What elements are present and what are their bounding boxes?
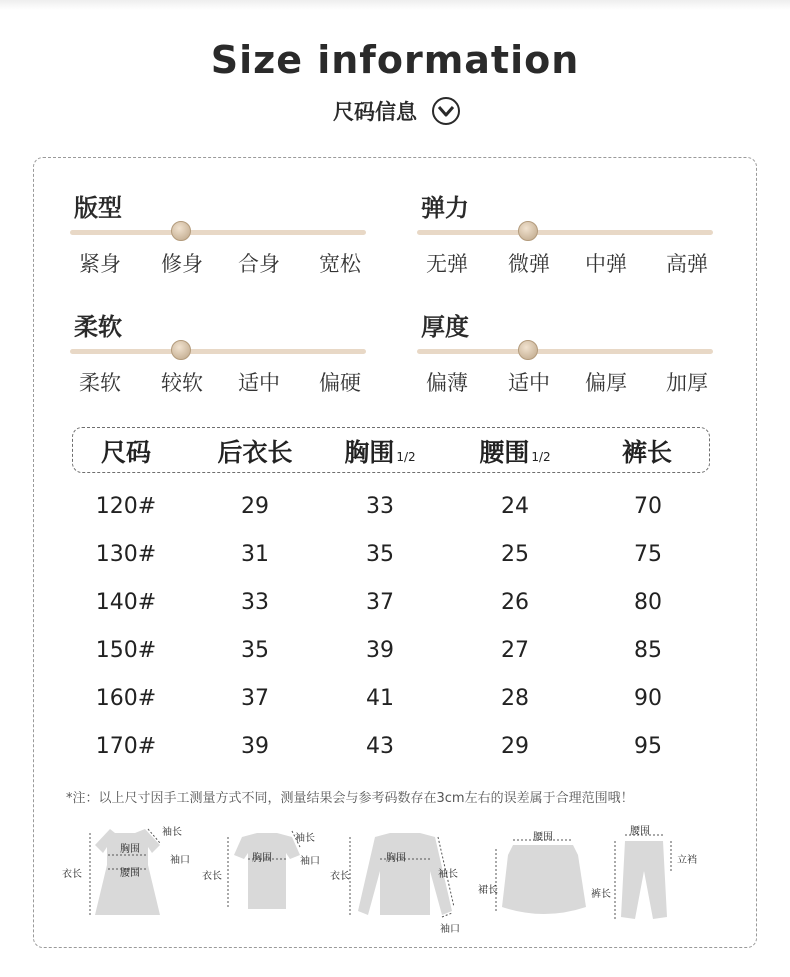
header-label: 后衣长 xyxy=(217,438,293,467)
figure-label: 袖口 xyxy=(300,856,320,867)
attribute-option: 加厚 xyxy=(666,371,708,395)
page-subtitle xyxy=(333,96,461,126)
table-cell: 24 xyxy=(501,494,529,519)
table-cell: 26 xyxy=(501,590,529,615)
attribute-option: 偏厚 xyxy=(585,371,627,395)
table-cell: 140# xyxy=(95,590,157,615)
table-row xyxy=(0,590,790,620)
attribute-knob xyxy=(518,340,538,360)
attribute-option: 紧身 xyxy=(79,252,121,276)
figure-label: 胸围 xyxy=(120,844,140,855)
table-cell: 75 xyxy=(634,542,662,567)
tshirt-figure xyxy=(202,815,332,940)
table-cell: 70 xyxy=(634,494,662,519)
attribute-name: 弹力 xyxy=(421,194,469,222)
table-header-cell xyxy=(200,433,310,469)
table-header-cell xyxy=(465,433,565,469)
figure-label: 立裆 xyxy=(677,855,697,866)
figure-label: 袖口 xyxy=(170,855,190,866)
attribute-track xyxy=(417,230,713,235)
figure-label: 裙长 xyxy=(478,885,498,896)
table-header-cell xyxy=(607,433,687,469)
page-title: Size information xyxy=(210,38,580,82)
table-cell: 90 xyxy=(634,686,662,711)
sweater-figure xyxy=(330,815,480,940)
attribute-option: 修身 xyxy=(161,252,203,276)
figure-label: 袖长 xyxy=(438,869,458,880)
table-cell: 29 xyxy=(241,494,269,519)
table-cell: 33 xyxy=(366,494,394,519)
figure-label: 衣长 xyxy=(202,871,222,882)
attribute-knob xyxy=(171,340,191,360)
table-row xyxy=(0,542,790,572)
figure-label: 胸围 xyxy=(252,853,272,864)
table-cell: 28 xyxy=(501,686,529,711)
table-cell: 25 xyxy=(501,542,529,567)
attribute-name: 厚度 xyxy=(421,313,469,341)
top-shade xyxy=(0,0,790,10)
dress-figure xyxy=(60,815,200,940)
attribute-option: 柔软 xyxy=(79,371,121,395)
attribute-track xyxy=(70,349,366,354)
table-row xyxy=(0,638,790,668)
figure-label: 腰围 xyxy=(120,868,140,879)
header-label: 尺码 xyxy=(100,438,151,467)
table-cell: 35 xyxy=(366,542,394,567)
table-header-cell xyxy=(330,433,430,469)
attribute-option: 偏薄 xyxy=(426,371,468,395)
table-cell: 29 xyxy=(501,734,529,759)
table-header-cell xyxy=(86,433,166,469)
figure-label: 腰围 xyxy=(533,832,553,843)
table-cell: 160# xyxy=(95,686,157,711)
table-row xyxy=(0,494,790,524)
table-cell: 130# xyxy=(95,542,157,567)
header-sub: 1/2 xyxy=(531,450,551,464)
table-cell: 33 xyxy=(241,590,269,615)
pants-icon xyxy=(605,815,715,940)
table-cell: 170# xyxy=(95,734,157,759)
header-label: 胸围 xyxy=(344,438,395,467)
figure-label: 腰围 xyxy=(630,826,650,837)
figure-label: 袖长 xyxy=(162,827,182,838)
attribute-option: 适中 xyxy=(238,371,280,395)
table-cell: 85 xyxy=(634,638,662,663)
table-cell: 80 xyxy=(634,590,662,615)
attribute-option: 宽松 xyxy=(319,252,361,276)
table-cell: 39 xyxy=(366,638,394,663)
table-cell: 27 xyxy=(501,638,529,663)
attribute-option: 合身 xyxy=(238,252,280,276)
table-cell: 39 xyxy=(241,734,269,759)
pants-figure xyxy=(591,815,715,940)
table-cell: 95 xyxy=(634,734,662,759)
header-sub: 1/2 xyxy=(396,450,416,464)
figure-label: 胸围 xyxy=(386,853,406,864)
chevron-down-circle-icon xyxy=(431,96,461,126)
attribute-name: 柔软 xyxy=(74,313,122,341)
figure-label: 袖口 xyxy=(440,924,460,935)
attribute-option: 较软 xyxy=(161,371,203,395)
table-row xyxy=(0,734,790,764)
figure-label: 裤长 xyxy=(591,889,611,900)
attribute-track xyxy=(417,349,713,354)
table-cell: 120# xyxy=(95,494,157,519)
figure-label: 袖长 xyxy=(295,833,315,844)
garment-figures xyxy=(60,815,740,940)
attribute-track xyxy=(70,230,366,235)
table-cell: 43 xyxy=(366,734,394,759)
header-label: 裤长 xyxy=(621,438,672,467)
table-cell: 37 xyxy=(366,590,394,615)
subtitle-text: 尺码信息 xyxy=(333,100,417,124)
attribute-option: 适中 xyxy=(508,371,550,395)
attribute-knob xyxy=(518,221,538,241)
attribute-option: 无弹 xyxy=(426,252,468,276)
table-cell: 150# xyxy=(95,638,157,663)
figure-label: 衣长 xyxy=(330,871,350,882)
attribute-option: 中弹 xyxy=(585,252,627,276)
attribute-name: 版型 xyxy=(74,194,122,222)
table-cell: 31 xyxy=(241,542,269,567)
skirt-figure xyxy=(478,815,598,940)
table-cell: 37 xyxy=(241,686,269,711)
attribute-knob xyxy=(171,221,191,241)
attribute-option: 高弹 xyxy=(666,252,708,276)
table-cell: 35 xyxy=(241,638,269,663)
header-label: 腰围 xyxy=(479,438,530,467)
table-cell: 41 xyxy=(366,686,394,711)
measurement-note: *注：以上尺寸因手工测量方式不同，测量结果会与参考码数存在3cm左右的误差属于合理范围哦！ xyxy=(66,791,634,806)
attribute-option: 偏硬 xyxy=(319,371,361,395)
attribute-option: 微弹 xyxy=(508,252,550,276)
table-row xyxy=(0,686,790,716)
figure-label: 衣长 xyxy=(62,869,82,880)
